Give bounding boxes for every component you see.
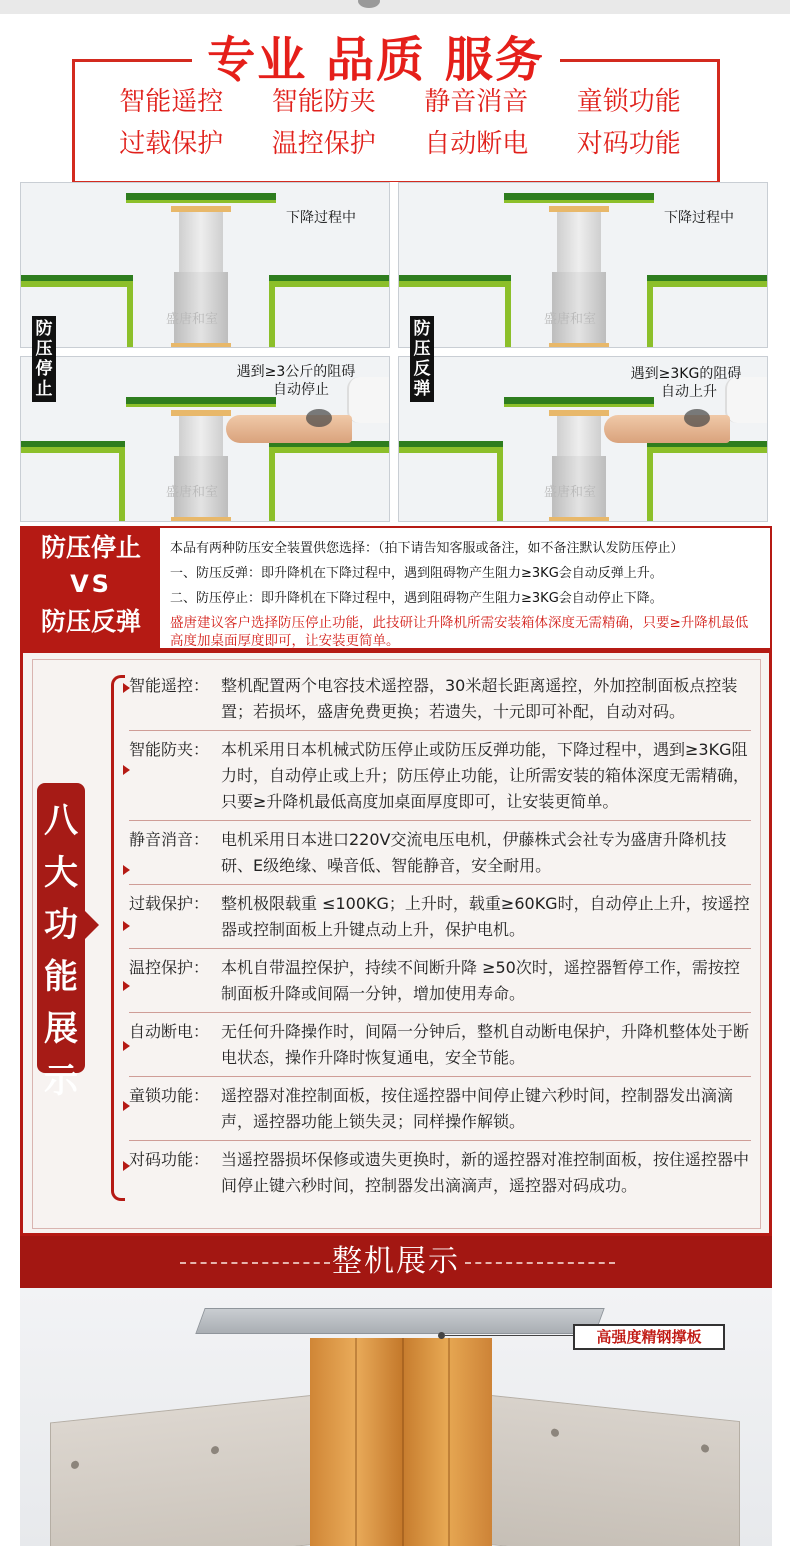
- header-divider-right: [560, 59, 720, 62]
- feature-key: 智能防夹：: [129, 740, 210, 759]
- vs-section: [20, 526, 772, 650]
- bolt-icon: [358, 0, 380, 8]
- feature-key: 静音消音：: [129, 830, 210, 849]
- feature-tag: 过载保护: [119, 129, 224, 159]
- cabinet-left: [399, 447, 503, 522]
- watermark: 盛唐和室: [544, 485, 597, 500]
- banner-title: 整机展示: [332, 1244, 460, 1279]
- feature-key: 过载保护：: [129, 894, 210, 913]
- vs-intro: 本品有两种防压安全装置供您选择：（拍下请告知客服或备注，如不备注默认发防压停止）: [170, 541, 684, 556]
- base-plate: [549, 343, 609, 348]
- bolt-hole: [701, 1444, 709, 1453]
- cabinet-right: [647, 281, 768, 348]
- table-top-plate: [504, 397, 654, 407]
- lift-column-inner: [557, 416, 601, 456]
- vs-label-block: [22, 528, 160, 648]
- eight-features-section: [20, 650, 772, 1236]
- feature-desc: 整机极限载重 ≤100KG；上升时，载重≥60KG时，自动停止上升，按遥控器或控制面板上升键点动上升，保护电机。: [221, 894, 750, 939]
- watermark: 盛唐和室: [544, 312, 597, 327]
- feature-tag: 智能防夹: [271, 87, 376, 117]
- descending-label: 下降过程中: [664, 210, 734, 226]
- feature-grid: [95, 84, 705, 162]
- feature-list: [129, 667, 751, 1204]
- feature-key: 智能遥控：: [129, 676, 210, 695]
- obstacle-note-line2: 自动上升: [661, 384, 717, 400]
- feature-row: [129, 1077, 751, 1141]
- cabinet-right: [647, 447, 768, 522]
- feature-row: [129, 821, 751, 885]
- feature-tag: 对码功能: [576, 129, 681, 159]
- header-section: [0, 14, 790, 182]
- feature-row: [129, 731, 751, 821]
- tattoo-mark: [306, 409, 332, 427]
- steel-bracket-right: [490, 1395, 740, 1546]
- banner-dash-right: [465, 1262, 615, 1264]
- feature-row: [129, 1013, 751, 1077]
- feature-key: 温控保护：: [129, 958, 210, 977]
- wood-grain: [355, 1338, 357, 1546]
- tag-rebound: [410, 316, 434, 402]
- product-showcase: [20, 1288, 772, 1546]
- watermark: 盛唐和室: [166, 312, 219, 327]
- watermark: 盛唐和室: [166, 485, 219, 500]
- tag-stop: [32, 316, 56, 402]
- cabinet-right: [269, 447, 390, 522]
- feature-row: [129, 667, 751, 731]
- display-banner: [20, 1236, 772, 1288]
- feature-desc: 遥控器对准控制面板，按住遥控器中间停止键六秒时间，控制器发出滴滴声，遥控器功能上锁失灵；同样操作解锁。: [221, 1086, 734, 1131]
- base-plate: [549, 517, 609, 522]
- vs-label-rebound: 防压反弹: [40, 607, 141, 636]
- vs-label-stop: 防压停止: [40, 533, 141, 562]
- feature-row: [129, 885, 751, 949]
- vs-description: [160, 528, 770, 648]
- feature-desc: 本机采用日本机械式防压停止或防压反弹功能，下降过程中，遇到≥3KG阻力时，自动停止或上升；防压停止功能，让所需安装的箱体深度无需精确，只要≥升降机最低高度加桌面厚度即可，让安装更简单。: [221, 740, 750, 811]
- header-divider-left: [72, 59, 192, 62]
- brace-line: [111, 675, 125, 1201]
- obstacle-note-line1: 遇到≥3公斤的阻碍: [236, 364, 356, 380]
- top-strip: [0, 0, 790, 14]
- tag-stop-text: 防 压 停 止: [35, 319, 53, 399]
- base-plate: [171, 517, 231, 522]
- feature-key: 童锁功能：: [129, 1086, 210, 1105]
- wood-grain: [448, 1338, 450, 1546]
- wood-grain: [402, 1338, 404, 1546]
- table-top-plate: [126, 193, 276, 203]
- lift-column-inner: [179, 416, 223, 456]
- feature-key: 对码功能：: [129, 1150, 210, 1169]
- feature-tag: 静音消音: [424, 87, 529, 117]
- tag-rebound-text: 防 压 反 弹: [413, 319, 431, 399]
- obstacle-note-line2: 自动停止: [273, 382, 329, 398]
- feature-desc: 电机采用日本进口220V交流电压电机，伊藤株式会社专为盛唐升降机技研、E级绝缘、噪音低、智能静音，安全耐用。: [221, 830, 727, 875]
- hand-illustration: [226, 415, 352, 443]
- tattoo-mark: [684, 409, 710, 427]
- obstacle-note-line1: 遇到≥3KG的阻碍: [630, 366, 742, 382]
- feature-row: [129, 1141, 751, 1204]
- steel-plate-callout: 高强度精钢撑板: [573, 1324, 725, 1350]
- feature-row: [129, 949, 751, 1013]
- cabinet-left: [21, 447, 125, 522]
- mechanism-diagrams: [20, 182, 772, 526]
- steel-bracket-left: [50, 1394, 325, 1546]
- diagram-panel-rebound-obstacle: [398, 356, 768, 522]
- bolt-hole: [211, 1446, 219, 1455]
- bolt-hole: [71, 1460, 79, 1469]
- header-title: 专业 品质 服务: [207, 32, 545, 88]
- lift-column-inner: [179, 212, 223, 272]
- base-plate: [171, 343, 231, 348]
- feature-tag: 智能遥控: [119, 87, 224, 117]
- feature-desc: 当遥控器损坏保修或遗失更换时，新的遥控器对准控制面板，按住遥控器中间停止键六秒时间，控制器发出滴滴声，遥控器对码成功。: [221, 1150, 750, 1195]
- feature-desc: 本机自带温控保护，持续不间断升降 ≥50次时，遥控器暂停工作，需按控制面板升降或间隔一分钟，增加使用寿命。: [221, 958, 740, 1003]
- vs-label-vs: VS: [70, 570, 112, 598]
- diagram-panel-stop-obstacle: [20, 356, 390, 522]
- diagram-panel-stop-descending: [20, 182, 390, 348]
- descending-label: 下降过程中: [286, 210, 356, 226]
- label-arrow-icon: [85, 911, 99, 939]
- feature-tag: 童锁功能: [576, 87, 681, 117]
- feature-tag: 自动断电: [424, 129, 529, 159]
- hand-illustration: [604, 415, 730, 443]
- feature-desc: 无任何升降操作时，间隔一分钟后，整机自动断电保护，升降机整体处于断电状态，操作升降时恢复通电，安全节能。: [221, 1022, 750, 1067]
- vs-recommendation: 盛唐建议客户选择防压停止功能，此技研让升降机所需安装箱体深度无需精确，只要≥升降机最低高度加桌面厚度即可，让安装更简单。: [170, 615, 749, 649]
- feature-key: 自动断电：: [129, 1022, 210, 1041]
- vs-option-2: 二、防压停止：即升降机在下降过程中，遇到阻碍物产生阻力≥3KG会自动停止下降。: [170, 591, 663, 606]
- bolt-hole: [551, 1428, 559, 1437]
- steel-top-plate: [195, 1308, 604, 1334]
- feature-desc: 整机配置两个电容技术遥控器，30米超长距离遥控，外加控制面板点控装置；若损坏，盛唐免费更换；若遗失，十元即可补配，自动对码。: [221, 676, 738, 721]
- table-top-plate: [504, 193, 654, 203]
- callout-line: [445, 1335, 573, 1336]
- eight-features-label: 八大功能展示: [37, 783, 85, 1073]
- callout-dot: [438, 1332, 445, 1339]
- diagram-panel-rebound-descending: [398, 182, 768, 348]
- lift-column-inner: [557, 212, 601, 272]
- cabinet-right: [269, 281, 390, 348]
- arm-sleeve: [347, 377, 390, 423]
- feature-tag: 温控保护: [271, 129, 376, 159]
- wood-column: [310, 1338, 492, 1546]
- vs-option-1: 一、防压反弹：即升降机在下降过程中，遇到阻碍物产生阻力≥3KG会自动反弹上升。: [170, 566, 663, 581]
